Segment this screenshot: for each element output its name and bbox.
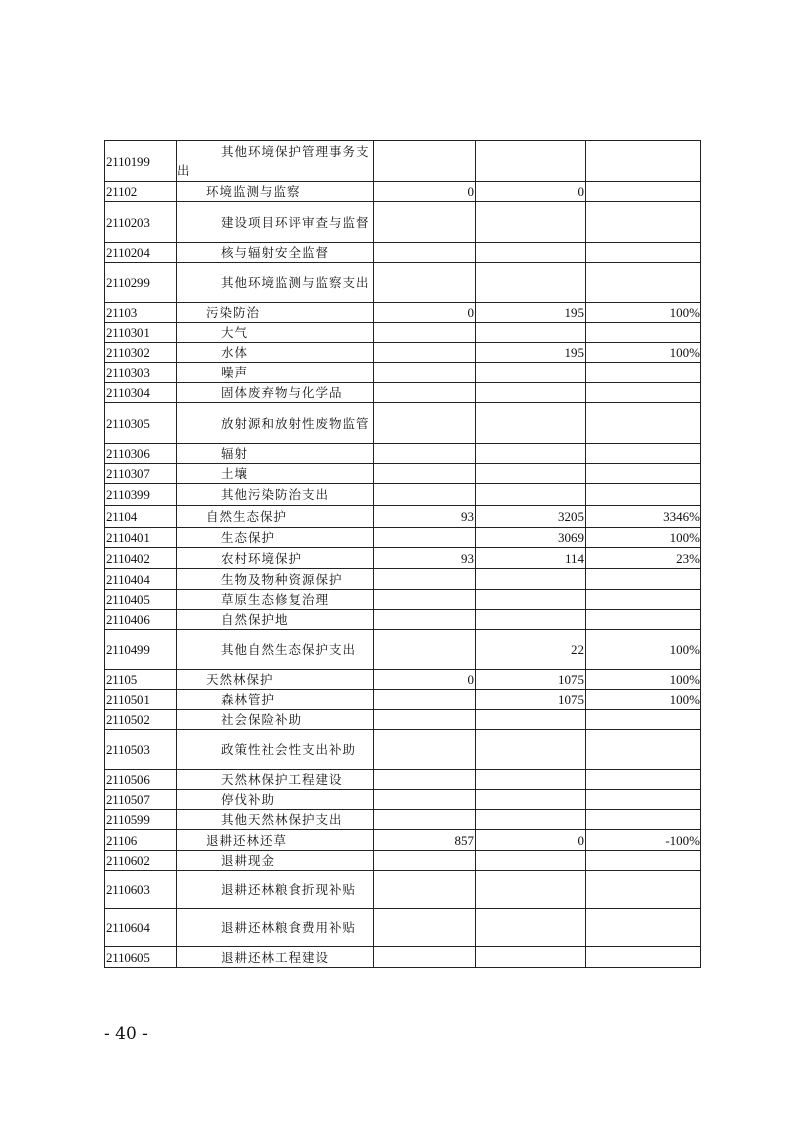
- current-year-value: [476, 323, 586, 343]
- item-name-cell: [177, 403, 374, 444]
- prior-year-value: [374, 690, 476, 710]
- table-row: [105, 528, 701, 548]
- current-year-value: [476, 590, 586, 610]
- item-code: 2110307: [105, 464, 177, 484]
- table-row: [105, 444, 701, 464]
- item-name-cell: [177, 528, 374, 548]
- prior-year-value: [374, 444, 476, 464]
- item-code: 2110305: [105, 403, 177, 444]
- current-year-value: [476, 730, 586, 770]
- table-row: [105, 383, 701, 403]
- current-year-value: [476, 464, 586, 484]
- table-row: [105, 610, 701, 630]
- item-code: 2110502: [105, 710, 177, 730]
- item-name-cell: [177, 610, 374, 630]
- prior-year-value: [374, 851, 476, 871]
- item-name-cell: [177, 506, 374, 528]
- item-name: 固体废弃物与化学品: [221, 385, 343, 400]
- budget-table: [104, 140, 701, 968]
- item-code: 2110301: [105, 323, 177, 343]
- prior-year-value: 93: [374, 506, 476, 528]
- current-year-value: 114: [476, 548, 586, 569]
- item-name: 退耕还林粮食折现补贴: [221, 882, 357, 897]
- prior-year-value: [374, 871, 476, 909]
- item-name-cell: [177, 343, 374, 363]
- table-row: [105, 182, 701, 202]
- prior-year-value: [374, 590, 476, 610]
- table-row: [105, 403, 701, 444]
- table-row: [105, 569, 701, 590]
- change-percent: [586, 710, 701, 730]
- item-name-cell: [177, 630, 374, 670]
- current-year-value: 0: [476, 830, 586, 851]
- change-percent: [586, 141, 701, 182]
- prior-year-value: [374, 464, 476, 484]
- change-percent: [586, 730, 701, 770]
- change-percent: [586, 182, 701, 202]
- table-row: [105, 202, 701, 243]
- table-row: [105, 363, 701, 383]
- prior-year-value: [374, 630, 476, 670]
- item-code: 2110401: [105, 528, 177, 548]
- item-code: 2110605: [105, 947, 177, 968]
- prior-year-value: 0: [374, 670, 476, 690]
- prior-year-value: [374, 947, 476, 968]
- current-year-value: 1075: [476, 670, 586, 690]
- item-code: 2110303: [105, 363, 177, 383]
- item-code: 2110506: [105, 770, 177, 790]
- change-percent: 100%: [586, 303, 701, 323]
- current-year-value: [476, 851, 586, 871]
- prior-year-value: [374, 730, 476, 770]
- item-name: 土壤: [221, 466, 249, 481]
- table-row: [105, 770, 701, 790]
- item-name: 停伐补助: [221, 792, 276, 807]
- item-code: 2110599: [105, 810, 177, 830]
- item-name-cell: [177, 670, 374, 690]
- table-row: [105, 690, 701, 710]
- item-name: 退耕现金: [221, 853, 276, 868]
- item-name: 辐射: [221, 446, 249, 461]
- item-name-cell: [177, 871, 374, 909]
- prior-year-value: [374, 263, 476, 303]
- item-name: 生态保护: [221, 530, 276, 545]
- current-year-value: [476, 383, 586, 403]
- item-code: 2110501: [105, 690, 177, 710]
- change-percent: [586, 590, 701, 610]
- item-code: 2110499: [105, 630, 177, 670]
- current-year-value: 0: [476, 182, 586, 202]
- prior-year-value: [374, 363, 476, 383]
- table-row: [105, 947, 701, 968]
- change-percent: [586, 363, 701, 383]
- prior-year-value: [374, 528, 476, 548]
- change-percent: [586, 263, 701, 303]
- change-percent: 100%: [586, 528, 701, 548]
- item-code: 21106: [105, 830, 177, 851]
- item-name-cell: [177, 383, 374, 403]
- current-year-value: [476, 810, 586, 830]
- item-name: 环境监测与监察: [206, 184, 301, 199]
- item-name: 生物及物种资源保护: [221, 571, 343, 587]
- current-year-value: [476, 263, 586, 303]
- change-percent: 100%: [586, 670, 701, 690]
- table-row: [105, 263, 701, 303]
- item-name-cell: [177, 909, 374, 947]
- current-year-value: [476, 403, 586, 444]
- change-percent: [586, 770, 701, 790]
- item-name: 噪声: [221, 365, 249, 380]
- item-name-cell: [177, 444, 374, 464]
- table-row: [105, 710, 701, 730]
- item-name-cell: [177, 484, 374, 506]
- prior-year-value: [374, 909, 476, 947]
- change-percent: [586, 871, 701, 909]
- current-year-value: [476, 243, 586, 263]
- item-name-cell: [177, 590, 374, 610]
- item-name: 自然保护地: [221, 612, 289, 627]
- change-percent: [586, 464, 701, 484]
- prior-year-value: [374, 610, 476, 630]
- item-name-cell: [177, 830, 374, 851]
- item-name: 其他环境监测与监察支出: [221, 275, 370, 290]
- item-code: 2110404: [105, 569, 177, 590]
- item-name-cell: [177, 263, 374, 303]
- item-code: 21104: [105, 506, 177, 528]
- current-year-value: [476, 610, 586, 630]
- item-code: 2110402: [105, 548, 177, 569]
- current-year-value: 3205: [476, 506, 586, 528]
- prior-year-value: [374, 323, 476, 343]
- current-year-value: [476, 569, 586, 590]
- item-name: 大气: [221, 325, 249, 340]
- item-name-cell: [177, 730, 374, 770]
- item-code: 2110299: [105, 263, 177, 303]
- current-year-value: [476, 363, 586, 383]
- prior-year-value: [374, 810, 476, 830]
- item-code: 2110306: [105, 444, 177, 464]
- prior-year-value: [374, 243, 476, 263]
- change-percent: [586, 569, 701, 590]
- current-year-value: [476, 947, 586, 968]
- change-percent: 100%: [586, 690, 701, 710]
- item-name: 放射源和放射性废物监管: [221, 415, 370, 431]
- item-code: 21103: [105, 303, 177, 323]
- item-code: 2110406: [105, 610, 177, 630]
- item-name: 社会保险补助: [221, 712, 303, 727]
- change-percent: [586, 909, 701, 947]
- change-percent: [586, 202, 701, 243]
- change-percent: [586, 444, 701, 464]
- current-year-value: [476, 790, 586, 810]
- current-year-value: [476, 770, 586, 790]
- current-year-value: 3069: [476, 528, 586, 548]
- item-code: 21105: [105, 670, 177, 690]
- change-percent: [586, 383, 701, 403]
- item-name: 退耕还林工程建设: [221, 949, 330, 965]
- change-percent: [586, 810, 701, 830]
- item-name: 农村环境保护: [221, 550, 303, 566]
- table-row: [105, 630, 701, 670]
- prior-year-value: [374, 383, 476, 403]
- table-row: [105, 343, 701, 363]
- item-name-cell: [177, 770, 374, 790]
- item-name-cell: [177, 182, 374, 202]
- item-name: 建设项目环评审查与监督: [221, 214, 370, 230]
- change-percent: [586, 484, 701, 506]
- item-code: 2110604: [105, 909, 177, 947]
- change-percent: 3346%: [586, 506, 701, 528]
- item-name-cell: [177, 690, 374, 710]
- prior-year-value: 0: [374, 303, 476, 323]
- prior-year-value: [374, 484, 476, 506]
- item-name-cell: [177, 202, 374, 243]
- prior-year-value: [374, 770, 476, 790]
- item-name: 退耕还林粮食费用补贴: [221, 920, 357, 935]
- current-year-value: 195: [476, 303, 586, 323]
- item-name: 森林管护: [221, 692, 276, 707]
- item-code: 2110602: [105, 851, 177, 871]
- current-year-value: 1075: [476, 690, 586, 710]
- item-name: 天然林保护: [206, 672, 274, 687]
- prior-year-value: [374, 790, 476, 810]
- table-row: [105, 730, 701, 770]
- table-row: [105, 484, 701, 506]
- change-percent: [586, 243, 701, 263]
- item-name-cell: [177, 141, 374, 182]
- item-code: 21102: [105, 182, 177, 202]
- prior-year-value: 93: [374, 548, 476, 569]
- item-name-cell: [177, 710, 374, 730]
- item-name: 其他污染防治支出: [221, 487, 330, 502]
- current-year-value: [476, 202, 586, 243]
- item-name-cell: [177, 303, 374, 323]
- table-row: [105, 670, 701, 690]
- item-name-cell: [177, 243, 374, 263]
- item-code: 2110304: [105, 383, 177, 403]
- prior-year-value: [374, 710, 476, 730]
- table-row: [105, 871, 701, 909]
- table-row: [105, 790, 701, 810]
- item-name-cell: [177, 947, 374, 968]
- item-name: 其他环境保护管理事务支出: [177, 144, 370, 178]
- item-name-cell: [177, 810, 374, 830]
- current-year-value: [476, 484, 586, 506]
- table-row: [105, 303, 701, 323]
- current-year-value: 195: [476, 343, 586, 363]
- change-percent: [586, 403, 701, 444]
- table-body: [105, 141, 701, 968]
- item-name: 核与辐射安全监督: [221, 245, 330, 260]
- change-percent: 100%: [586, 343, 701, 363]
- table-row: [105, 323, 701, 343]
- item-name-cell: [177, 363, 374, 383]
- item-code: 2110203: [105, 202, 177, 243]
- item-name-cell: [177, 790, 374, 810]
- item-name: 水体: [221, 345, 249, 360]
- table-row: [105, 909, 701, 947]
- item-name-cell: [177, 851, 374, 871]
- prior-year-value: 857: [374, 830, 476, 851]
- change-percent: [586, 947, 701, 968]
- item-name: 污染防治: [206, 305, 261, 320]
- table-row: [105, 830, 701, 851]
- item-code: 2110199: [105, 141, 177, 182]
- item-code: 2110405: [105, 590, 177, 610]
- item-name: 天然林保护工程建设: [221, 772, 343, 787]
- change-percent: 23%: [586, 548, 701, 569]
- table-row: [105, 590, 701, 610]
- change-percent: [586, 790, 701, 810]
- current-year-value: [476, 710, 586, 730]
- item-name: 其他天然林保护支出: [221, 812, 343, 827]
- table-row: [105, 851, 701, 871]
- item-name: 其他自然生态保护支出: [221, 642, 357, 657]
- current-year-value: [476, 141, 586, 182]
- change-percent: -100%: [586, 830, 701, 851]
- prior-year-value: [374, 343, 476, 363]
- current-year-value: [476, 871, 586, 909]
- item-code: 2110399: [105, 484, 177, 506]
- prior-year-value: [374, 569, 476, 590]
- prior-year-value: 0: [374, 182, 476, 202]
- table-row: [105, 464, 701, 484]
- table-row: [105, 548, 701, 569]
- page-number: - 40 -: [104, 1024, 148, 1044]
- table-row: [105, 243, 701, 263]
- item-code: 2110204: [105, 243, 177, 263]
- item-name: 草原生态修复治理: [221, 592, 330, 607]
- item-name-cell: [177, 464, 374, 484]
- current-year-value: [476, 909, 586, 947]
- item-name: 政策性社会性支出补助: [221, 742, 357, 757]
- item-code: 2110503: [105, 730, 177, 770]
- current-year-value: [476, 444, 586, 464]
- item-code: 2110507: [105, 790, 177, 810]
- prior-year-value: [374, 202, 476, 243]
- item-name-cell: [177, 569, 374, 590]
- item-name-cell: [177, 323, 374, 343]
- item-name: 退耕还林还草: [206, 832, 288, 848]
- prior-year-value: [374, 141, 476, 182]
- table-row: [105, 141, 701, 182]
- item-name: 自然生态保护: [206, 509, 288, 524]
- table-row: [105, 506, 701, 528]
- item-code: 2110603: [105, 871, 177, 909]
- change-percent: 100%: [586, 630, 701, 670]
- item-code: 2110302: [105, 343, 177, 363]
- current-year-value: 22: [476, 630, 586, 670]
- change-percent: [586, 851, 701, 871]
- change-percent: [586, 323, 701, 343]
- item-name-cell: [177, 548, 374, 569]
- change-percent: [586, 610, 701, 630]
- prior-year-value: [374, 403, 476, 444]
- table-row: [105, 810, 701, 830]
